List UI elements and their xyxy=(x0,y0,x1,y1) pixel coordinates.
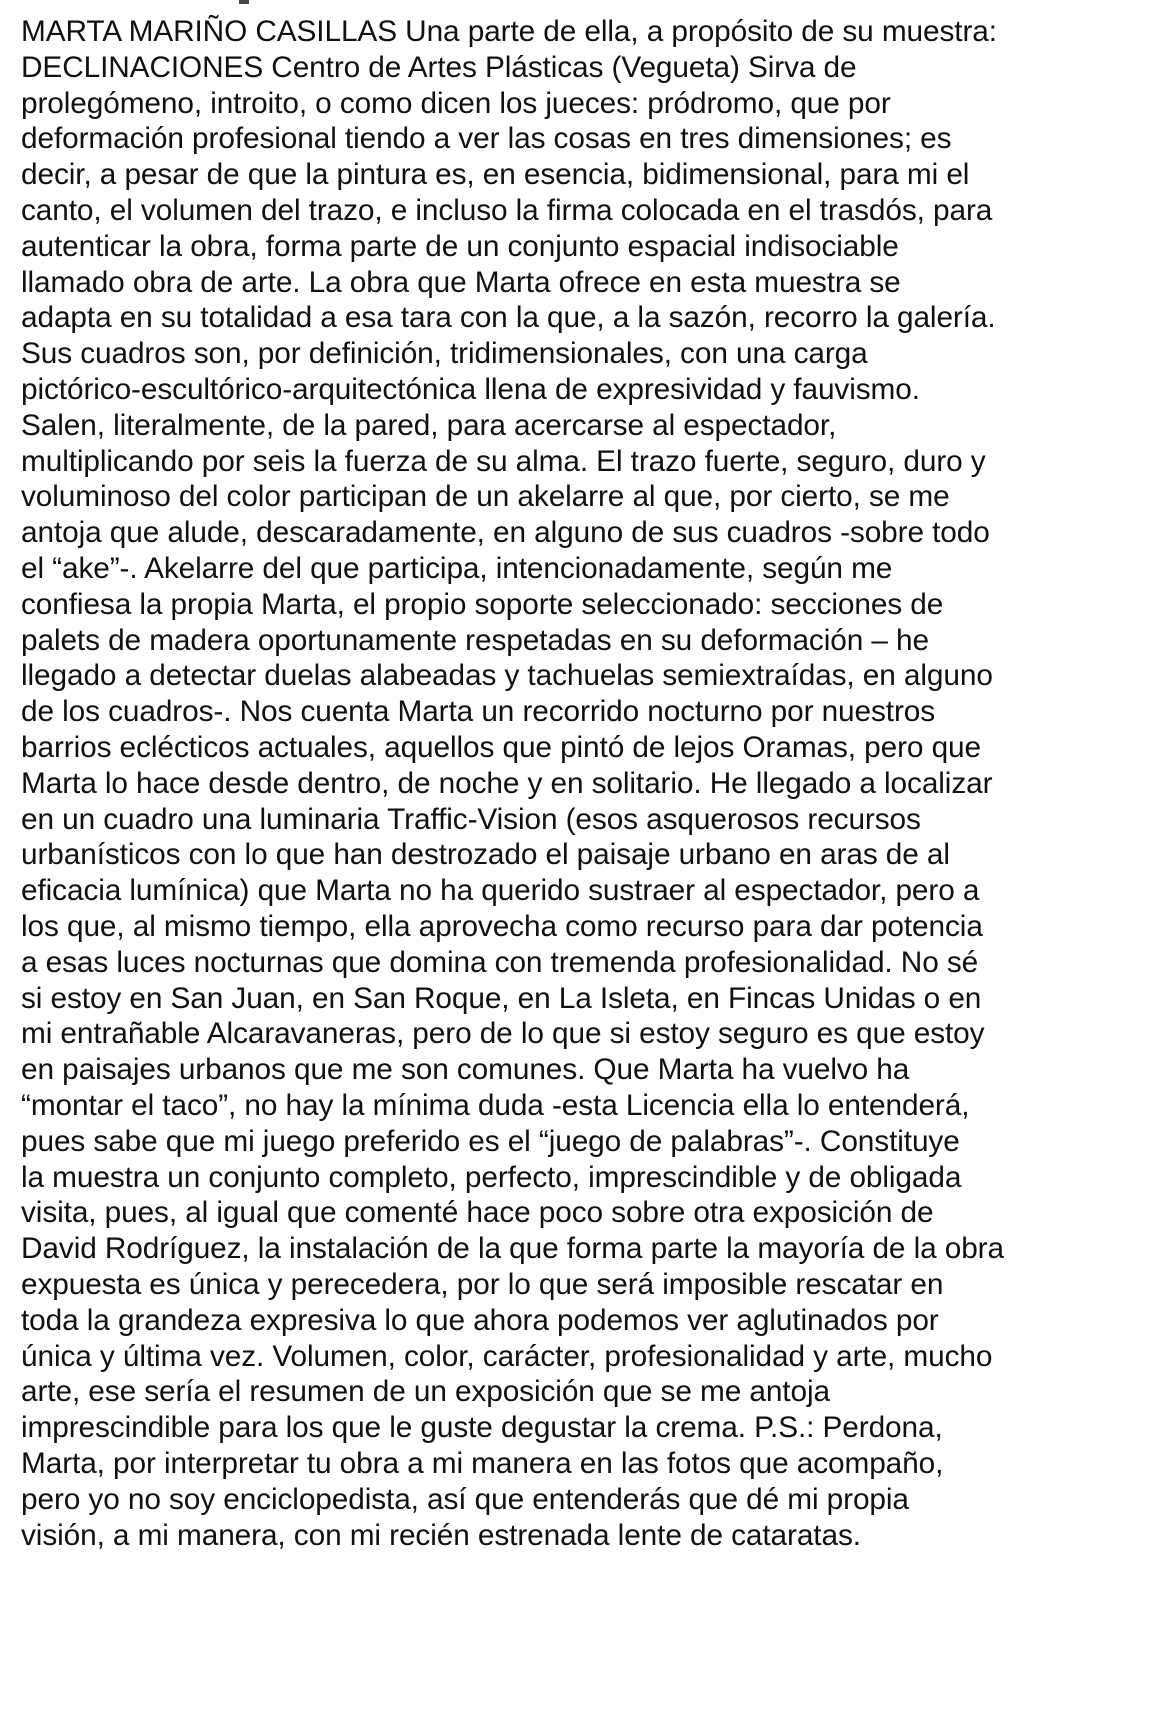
text-line: adapta en su totalidad a esa tara con la que, a la sazón, recorro la galería. xyxy=(21,301,996,335)
text-line: si estoy en San Juan, en San Roque, en La Isleta, en Fincas Unidas o en xyxy=(21,981,982,1015)
text-line: a esas luces nocturnas que domina con tremenda profesionalidad. No sé xyxy=(21,945,979,979)
text-line: eficacia lumínica) que Marta no ha querido sustraer al espectador, pero a xyxy=(21,874,980,908)
text-line: MARTA MARIÑO CASILLAS Una parte de ella, a propósito de su muestra: xyxy=(21,15,997,48)
text-line: llamado obra de arte. La obra que Marta ofrece en esta muestra se xyxy=(21,265,901,299)
text-line: los que, al mismo tiempo, ella aprovecha como recurso para dar potencia xyxy=(21,910,983,943)
text-line: antoja que alude, descaradamente, en alguno de sus cuadros -sobre todo xyxy=(21,516,990,550)
text-line: visita, pues, al igual que comenté hace poco sobre otra exposición de xyxy=(21,1196,934,1230)
text-line: deformación profesional tiendo a ver las cosas en tres dimensiones; es xyxy=(21,122,952,156)
text-line: toda la grandeza expresiva lo que ahora podemos ver aglutinados por xyxy=(21,1303,939,1337)
text-line: en un cuadro una luminaria Traffic-Vision (esos asquerosos recursos xyxy=(21,802,921,836)
text-line: prolegómeno, introito, o como dicen los jueces: pródromo, que por xyxy=(21,86,891,120)
text-line: la muestra un conjunto completo, perfecto, imprescindible y de obligada xyxy=(21,1160,962,1194)
text-line: DECLINACIONES Centro de Artes Plásticas (Vegueta) Sirva de xyxy=(21,50,857,84)
text-line: expuesta es única y perecedera, por lo que será imposible rescatar en xyxy=(21,1268,944,1301)
text-line: única y última vez. Volumen, color, carácter, profesionalidad y arte, mucho xyxy=(21,1339,993,1373)
text-line: “montar el taco”, no hay la mínima duda -esta Licencia ella lo entenderá, xyxy=(21,1089,970,1122)
text-line: Sus cuadros son, por definición, tridimensionales, con una carga xyxy=(21,337,868,371)
text-line: el “ake”-. Akelarre del que participa, intencionadamente, según me xyxy=(21,552,893,585)
text-line: visión, a mi manera, con mi recién estrenada lente de cataratas. xyxy=(21,1518,861,1552)
text-line: imprescindible para los que le guste degustar la crema. P.S.: Perdona, xyxy=(21,1411,943,1445)
text-line: autenticar la obra, forma parte de un conjunto espacial indisociable xyxy=(21,229,899,263)
text-line: urbanísticos con lo que han destrozado el paisaje urbano en aras de al xyxy=(21,838,950,872)
text-line: arte, ese sería el resumen de un exposición que se me antoja xyxy=(21,1375,830,1409)
text-line: en paisajes urbanos que me son comunes. Que Marta ha vuelvo ha xyxy=(21,1053,910,1087)
text-line: pero yo no soy enciclopedista, así que entenderás que dé mi propia xyxy=(21,1482,909,1516)
text-line: Salen, literalmente, de la pared, para acercarse al espectador, xyxy=(21,408,837,442)
text-line: pictórico-escultórico-arquitectónica llena de expresividad y fauvismo. xyxy=(21,373,920,406)
text-line: canto, el volumen del trazo, e incluso la firma colocada en el trasdós, para xyxy=(21,194,993,227)
text-line: mi entrañable Alcaravaneras, pero de lo que si estoy seguro es que estoy xyxy=(21,1017,985,1051)
text-line: multiplicando por seis la fuerza de su alma. El trazo fuerte, seguro, duro y xyxy=(21,444,986,478)
text-line: confiesa la propia Marta, el propio soporte seleccionado: secciones de xyxy=(21,587,944,621)
text-line: llegado a detectar duelas alabeadas y tachuelas semiextraídas, en alguno xyxy=(21,659,993,693)
text-line: David Rodríguez, la instalación de la que forma parte la mayoría de la obra xyxy=(21,1232,1004,1266)
text-line: barrios eclécticos actuales, aquellos que pintó de lejos Oramas, pero que xyxy=(21,731,981,764)
text-line: decir, a pesar de que la pintura es, en esencia, bidimensional, para mi el xyxy=(21,158,970,192)
text-line: palets de madera oportunamente respetadas en su deformación – he xyxy=(21,623,929,657)
text-line: Marta, por interpretar tu obra a mi manera en las fotos que acompaño, xyxy=(21,1447,944,1480)
text-line: de los cuadros-. Nos cuenta Marta un recorrido nocturno por nuestros xyxy=(21,695,936,729)
text-line: pues sabe que mi juego preferido es el “juego de palabras”-. Constituye xyxy=(21,1124,960,1158)
text-line: Marta lo hace desde dentro, de noche y en solitario. He llegado a localizar xyxy=(21,766,993,800)
text-line: voluminoso del color participan de un akelarre al que, por cierto, se me xyxy=(21,480,950,514)
top-edge-mark xyxy=(239,0,249,4)
